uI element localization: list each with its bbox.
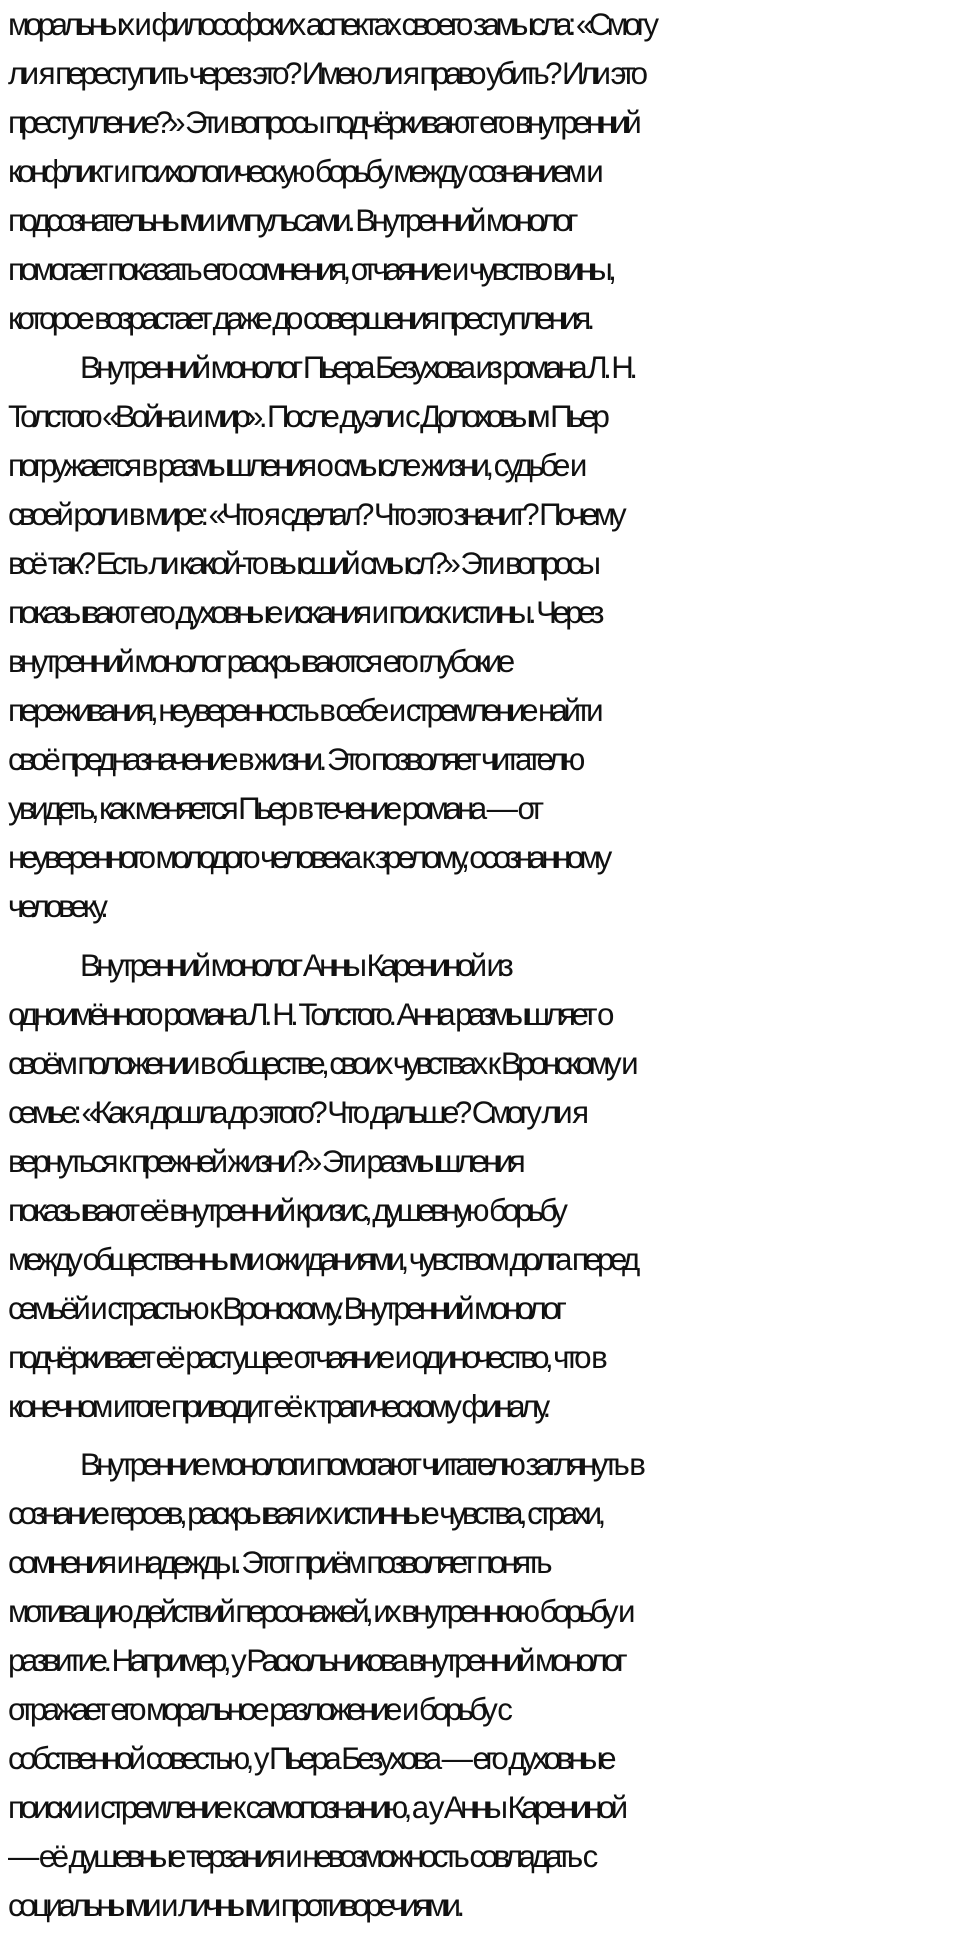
text-line: между общественными ожиданиями, чувством долга перед xyxy=(8,1242,636,1277)
text-line: семье: «Как я дошла до этого? Что дальше? Смогу ли я xyxy=(8,1095,585,1130)
text-line: — её душевные терзания и невозможность совладать с xyxy=(8,1839,594,1874)
paragraph-raskolnikov-continued xyxy=(8,0,960,343)
text-line: одноимённого романа Л. Н. Толстого. Анна размышляет о xyxy=(8,997,610,1032)
text-line: показывают его духовные искания и поиск истины. Через xyxy=(8,595,600,630)
text-line: всё так? Есть ли какой-то высший смысл?» Эти вопросы xyxy=(8,546,597,581)
text-line: подсознательными импульсами. Внутренний монолог xyxy=(8,203,574,238)
text-line: вернуться к прежней жизни?» Эти размышления xyxy=(8,1144,522,1179)
text-line: мотивацию действий персонажей, их внутреннюю борьбу и xyxy=(8,1594,631,1629)
text-line: развитие. Например, у Раскольникова внутренний монолог xyxy=(8,1643,624,1678)
text-line: своё предназначение в жизни. Это позволяет читателю xyxy=(8,742,581,777)
text-line: Внутренний монолог Анны Карениной из xyxy=(80,948,510,983)
text-line: своём положении в обществе, своих чувствах к Вронскому и xyxy=(8,1046,635,1081)
text-line: моральных и философских аспектах своего замысла: «Смогу xyxy=(8,7,655,42)
text-line: конфликт и психологическую борьбу между сознанием и xyxy=(8,154,600,189)
text-line: помогает показать его сомнения, отчаяние и чувство вины, xyxy=(8,252,613,287)
text-line: своей роли в мире: «Что я сделал? Что это значит? Почему xyxy=(8,497,623,532)
text-line: которое возрастает даже до совершения преступления. xyxy=(8,301,591,336)
text-line: внутренний монолог раскрываются его глубокие xyxy=(8,644,511,679)
paragraph-anna-karenina xyxy=(8,941,960,1431)
text-line: увидеть, как меняется Пьер в течение романа — от xyxy=(8,791,540,826)
text-line: подчёркивает её растущее отчаяние и одиночество, что в xyxy=(8,1340,604,1375)
text-line: ли я переступить через это? Имею ли я право убить? Или это xyxy=(8,56,644,91)
text-line: конечном итоге приводит её к трагическому финалу. xyxy=(8,1389,547,1424)
text-line: социальными и личными противоречиями. xyxy=(8,1888,461,1923)
text-line: переживания, неуверенность в себе и стремление найти xyxy=(8,693,599,728)
text-line: человеку. xyxy=(8,889,105,924)
text-line: собственной совестью, у Пьера Безухова — его духовные xyxy=(8,1741,612,1776)
text-line: Внутренние монологи помогают читателю заглянуть в xyxy=(80,1447,642,1482)
text-line: Толстого «Война и мир». После дуэли с Долоховым Пьер xyxy=(8,399,606,434)
paragraph-pierre-bezukhov xyxy=(8,343,960,931)
text-line: сомнения и надежды. Этот приём позволяет понять xyxy=(8,1545,548,1580)
text-line: семьёй и страстью к Вронскому. Внутренний монолог xyxy=(8,1291,563,1326)
text-line: погружается в размышления о смысле жизни, судьбе и xyxy=(8,448,583,483)
text-line: показывают её внутренний кризис, душевную борьбу xyxy=(8,1193,564,1228)
text-line: сознание героев, раскрывая их истинные чувства, страхи, xyxy=(8,1496,602,1531)
paragraph-conclusion xyxy=(8,1440,960,1930)
text-line: неуверенного молодого человека к зрелому, осознанному xyxy=(8,840,608,875)
text-line: поиски и стремление к самопознанию, а у Анны Карениной xyxy=(8,1790,624,1825)
text-line: Внутренний монолог Пьера Безухова из романа Л. Н. xyxy=(80,350,634,385)
text-line: преступление?» Эти вопросы подчёркивают его внутренний xyxy=(8,105,638,140)
text-line: отражает его моральное разложение и борьбу с xyxy=(8,1692,509,1727)
